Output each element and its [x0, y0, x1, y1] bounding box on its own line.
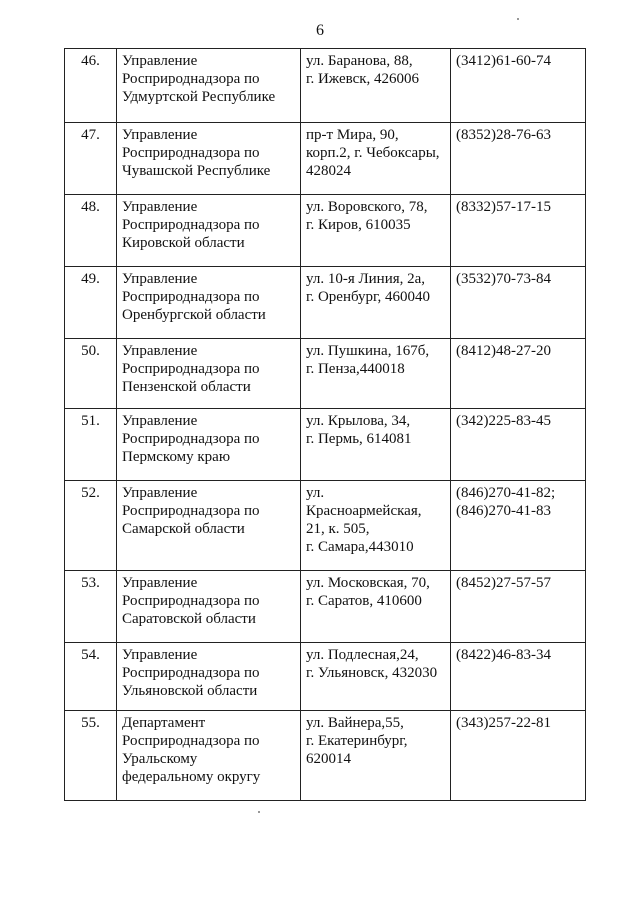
table-row [65, 123, 586, 195]
org-line: Росприроднадзора по [122, 503, 260, 519]
org-line: Кировской области [122, 235, 245, 251]
org-line: Управление [122, 127, 198, 143]
address-cell [301, 339, 451, 409]
table-row [65, 339, 586, 409]
org-line: Росприроднадзора по [122, 361, 260, 377]
org-line: Пензенской области [122, 379, 251, 395]
address-line: ул. 10-я Линия, 2а, [306, 271, 426, 287]
address-line: г. Екатеринбург, [306, 733, 408, 749]
org-line: Оренбургской области [122, 307, 266, 323]
org-line: Росприроднадзора по [122, 733, 260, 749]
address-line: ул. Вайнера,55, [306, 715, 404, 731]
address-line: ул. Пушкина, 167б, [306, 343, 430, 359]
phone-line: (846)270-41-82; [456, 485, 556, 501]
table-row [65, 481, 586, 571]
address-line: ул. [306, 485, 325, 501]
row-number: 48. [65, 195, 117, 267]
address-cell [301, 267, 451, 339]
org-line: Управление [122, 271, 198, 287]
registry-table [64, 48, 586, 801]
phone-line: (8332)57-17-15 [456, 199, 551, 215]
address-cell [301, 409, 451, 481]
org-line: Росприроднадзора по [122, 145, 260, 161]
address-line: г. Пенза,440018 [306, 361, 405, 377]
address-line: пр-т Мира, 90, [306, 127, 399, 143]
address-line: ул. Подлесная,24, [306, 647, 419, 663]
org-line: Пермскому краю [122, 449, 231, 465]
org-line: Управление [122, 647, 198, 663]
org-line: Росприроднадзора по [122, 665, 260, 681]
org-line: Самарской области [122, 521, 245, 537]
org-line: Росприроднадзора по [122, 217, 260, 233]
row-number: 51. [65, 409, 117, 481]
row-number: 54. [65, 643, 117, 711]
org-line: Управление [122, 53, 198, 69]
org-line: Росприроднадзора по [122, 289, 260, 305]
phone-line: (846)270-41-83 [456, 503, 551, 519]
org-line: Росприроднадзора по [122, 431, 260, 447]
address-cell [301, 195, 451, 267]
phone-cell [451, 49, 586, 123]
address-line: г. Оренбург, 460040 [306, 289, 430, 305]
organization-cell [117, 123, 301, 195]
org-line: Управление [122, 413, 198, 429]
organization-cell [117, 49, 301, 123]
address-cell [301, 123, 451, 195]
org-line: Удмуртской Республике [122, 89, 276, 105]
phone-cell [451, 481, 586, 571]
org-line: Управление [122, 575, 198, 591]
org-line: федеральному округу [122, 769, 261, 785]
phone-line: (342)225-83-45 [456, 413, 551, 429]
scan-speck [517, 18, 519, 20]
phone-line: (3412)61-60-74 [456, 53, 551, 69]
address-line: 428024 [306, 163, 351, 179]
phone-cell [451, 267, 586, 339]
row-number: 52. [65, 481, 117, 571]
organization-cell [117, 339, 301, 409]
org-line: Департамент [122, 715, 206, 731]
organization-cell [117, 195, 301, 267]
address-line: г. Самара,443010 [306, 539, 414, 555]
address-line: Красноармейская, [306, 503, 422, 519]
phone-cell [451, 409, 586, 481]
phone-cell [451, 123, 586, 195]
row-number: 49. [65, 267, 117, 339]
scan-speck [258, 811, 260, 813]
phone-cell [451, 195, 586, 267]
address-cell [301, 711, 451, 801]
phone-cell [451, 711, 586, 801]
address-cell [301, 571, 451, 643]
address-cell [301, 49, 451, 123]
org-line: Уральскому [122, 751, 198, 767]
address-line: ул. Крылова, 34, [306, 413, 411, 429]
address-line: ул. Воровского, 78, [306, 199, 428, 215]
address-cell [301, 481, 451, 571]
phone-line: (343)257-22-81 [456, 715, 551, 731]
row-number: 47. [65, 123, 117, 195]
table-row [65, 711, 586, 801]
organization-cell [117, 643, 301, 711]
org-line: Росприроднадзора по [122, 71, 260, 87]
phone-line: (8412)48-27-20 [456, 343, 551, 359]
phone-cell [451, 571, 586, 643]
org-line: Управление [122, 485, 198, 501]
address-line: г. Ульяновск, 432030 [306, 665, 438, 681]
registry-table-body [65, 49, 586, 801]
address-line: 21, к. 505, [306, 521, 370, 537]
table-row [65, 195, 586, 267]
address-line: ул. Баранова, 88, [306, 53, 413, 69]
phone-line: (8352)28-76-63 [456, 127, 551, 143]
row-number: 50. [65, 339, 117, 409]
phone-cell [451, 339, 586, 409]
phone-cell [451, 643, 586, 711]
org-line: Управление [122, 199, 198, 215]
table-row [65, 643, 586, 711]
org-line: Чувашской Республике [122, 163, 271, 179]
address-cell [301, 643, 451, 711]
table-row [65, 571, 586, 643]
address-line: г. Саратов, 410600 [306, 593, 422, 609]
org-line: Ульяновской области [122, 683, 258, 699]
organization-cell [117, 711, 301, 801]
address-line: г. Ижевск, 426006 [306, 71, 420, 87]
organization-cell [117, 571, 301, 643]
phone-line: (8422)46-83-34 [456, 647, 551, 663]
org-line: Управление [122, 343, 198, 359]
row-number: 53. [65, 571, 117, 643]
org-line: Росприроднадзора по [122, 593, 260, 609]
address-line: ул. Московская, 70, [306, 575, 430, 591]
address-line: г. Пермь, 614081 [306, 431, 412, 447]
address-line: корп.2, г. Чебоксары, [306, 145, 440, 161]
org-line: Саратовской области [122, 611, 256, 627]
row-number: 55. [65, 711, 117, 801]
table-row [65, 409, 586, 481]
page-number: 6 [316, 22, 324, 39]
row-number: 46. [65, 49, 117, 123]
phone-line: (3532)70-73-84 [456, 271, 551, 287]
table-row [65, 49, 586, 123]
address-line: г. Киров, 610035 [306, 217, 411, 233]
organization-cell [117, 409, 301, 481]
phone-line: (8452)27-57-57 [456, 575, 551, 591]
organization-cell [117, 481, 301, 571]
table-row [65, 267, 586, 339]
address-line: 620014 [306, 751, 351, 767]
organization-cell [117, 267, 301, 339]
